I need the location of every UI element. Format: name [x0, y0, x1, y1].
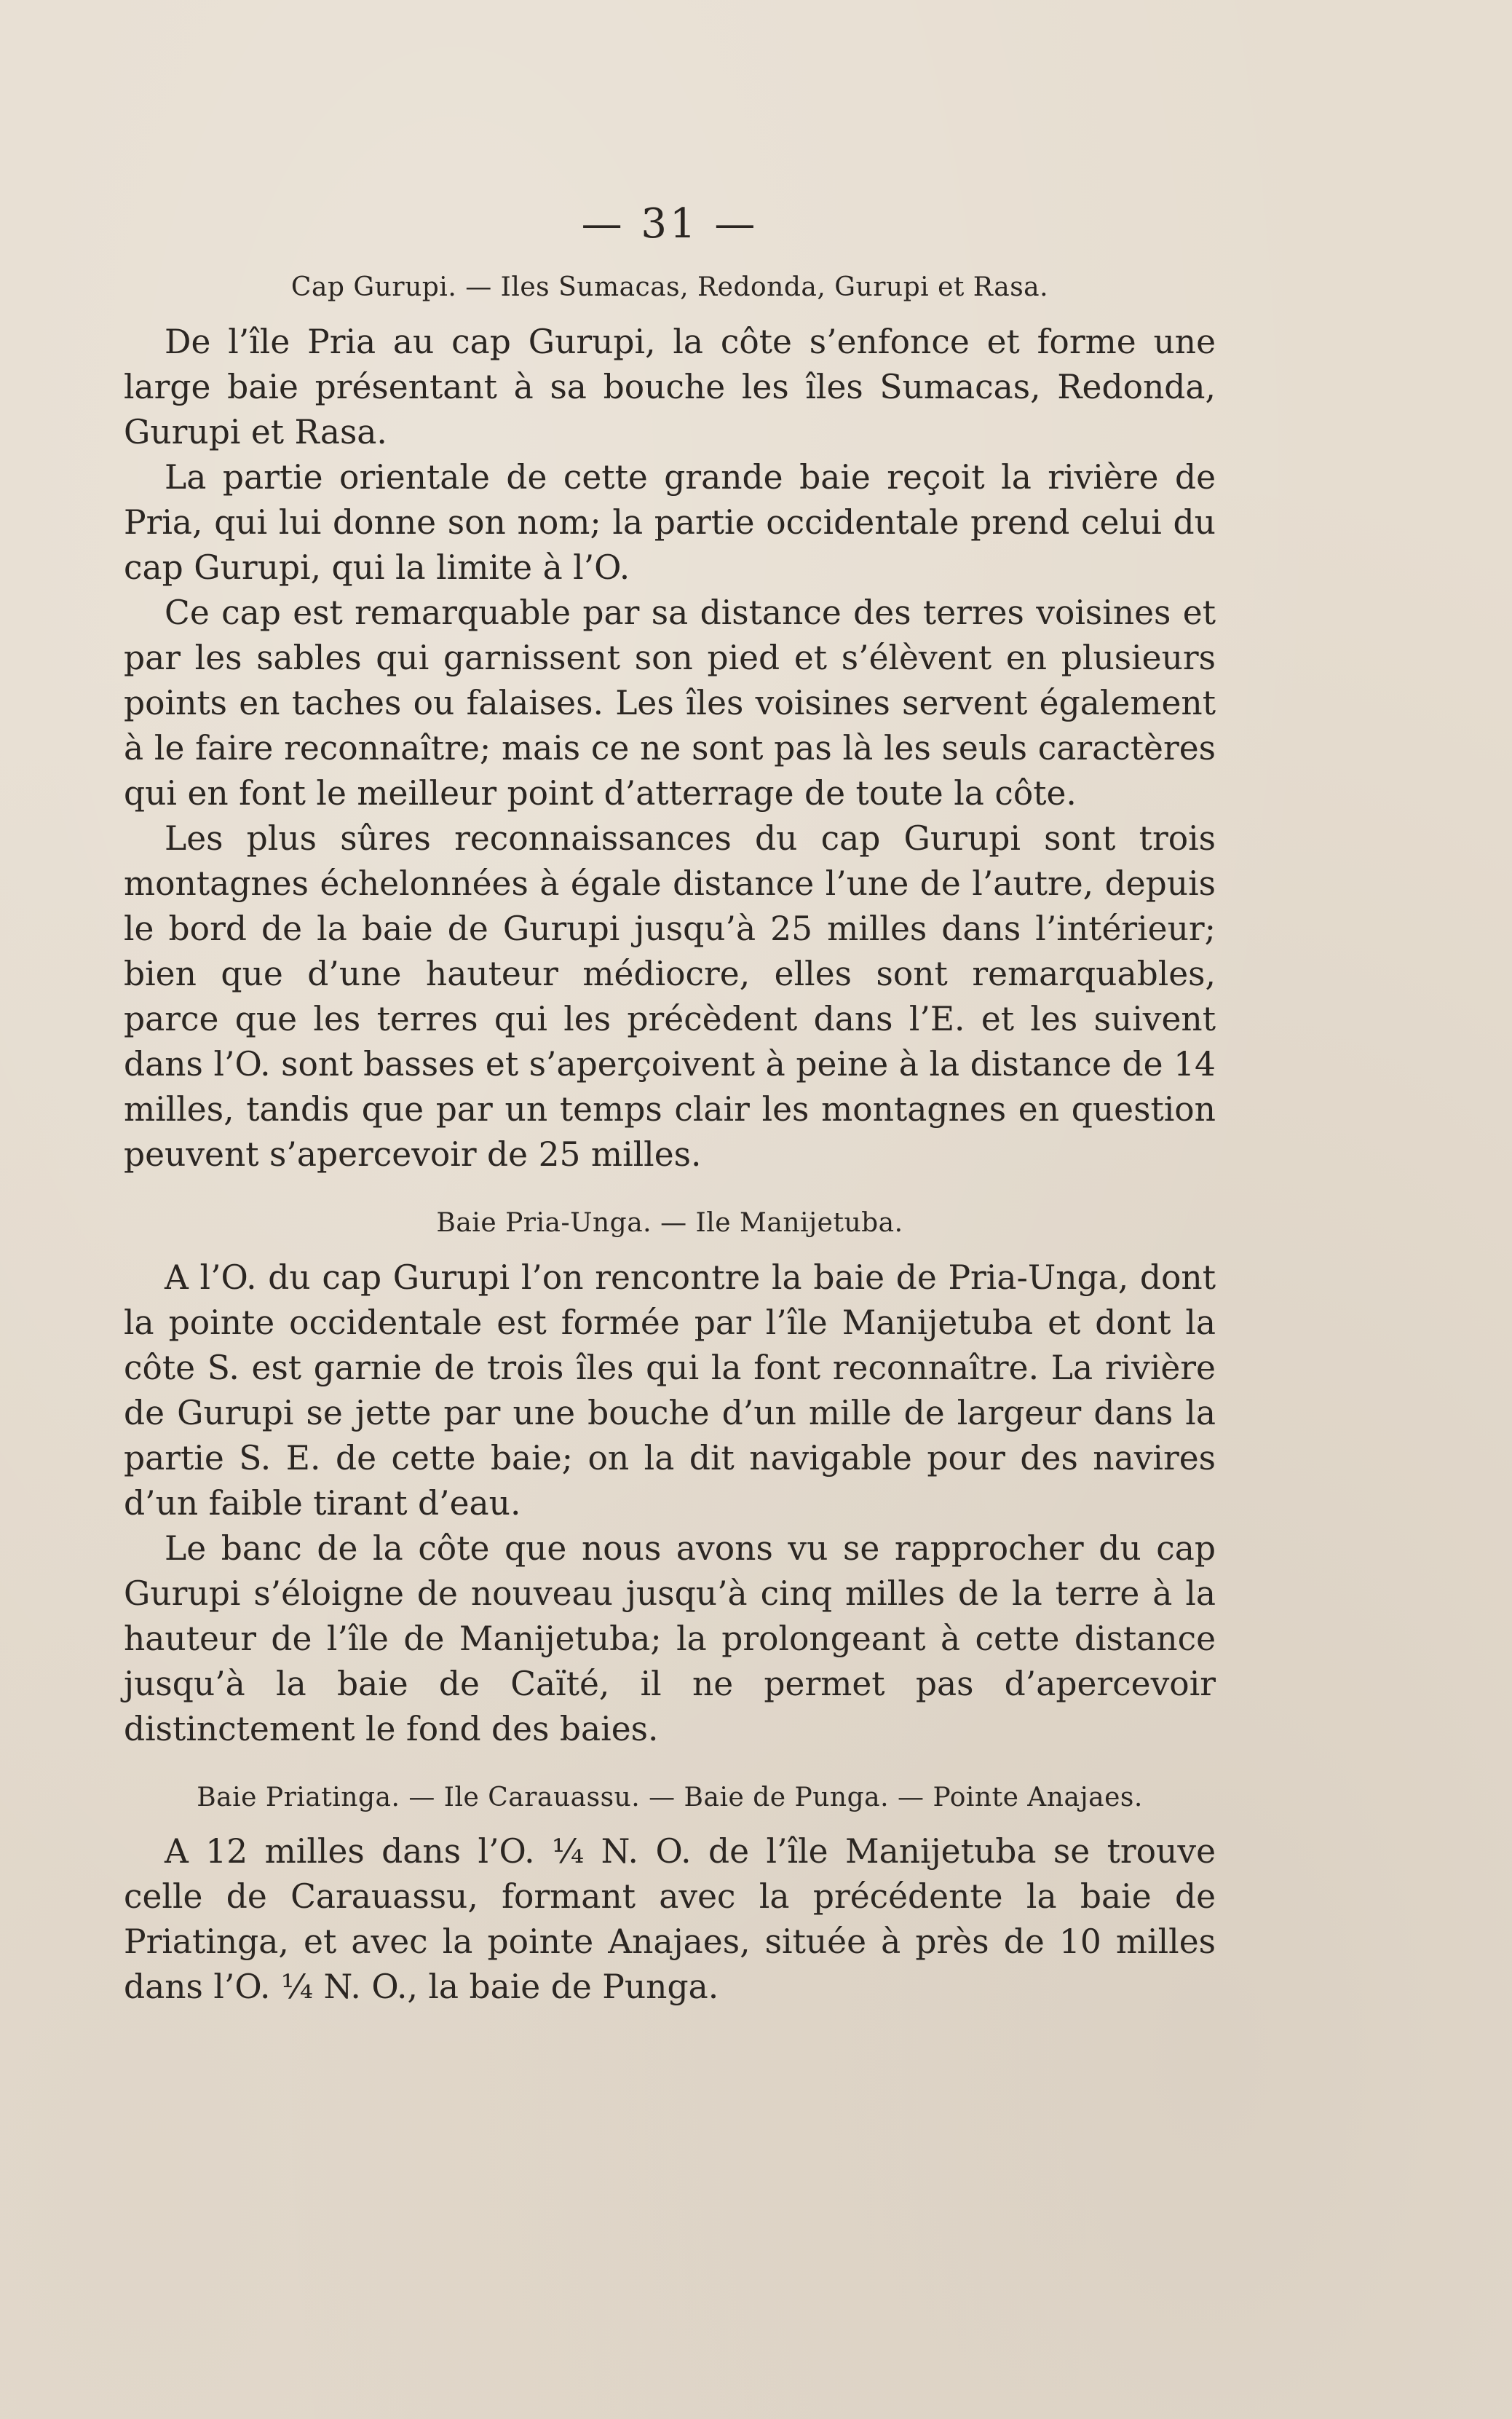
section-baie-priatinga: [124, 1781, 1216, 2010]
section-spacer: [124, 1177, 1216, 1207]
section-heading: Baie Pria-Unga. — Ile Manijetuba.: [436, 1207, 903, 1238]
paragraph: Ce cap est remarquable par sa distance des terres voisines et par les sables qui garnissent son pied et s’élèvent en plusieurs points en taches ou falaises. Les îles voisines servent également à le faire reconnaître; mais ce ne sont pas là les seuls caractères qui en font le meilleur point d’atterrage de toute la côte.: [124, 593, 1216, 813]
section-heading: Cap Gurupi. — Iles Sumacas, Redonda, Gurupi et Rasa.: [290, 272, 1049, 302]
paragraph: A l’O. du cap Gurupi l’on rencontre la baie de Pria-Unga, dont la pointe occidentale est formée par l’île Manijetuba et dont la côte S. est garnie de trois îles qui la font reconnaître. La rivière de Gurupi se jette par une bouche d’un mille de largeur dans la partie S. E. de cette baie; on la dit navigable pour des navires d’un faible tirant d’eau.: [124, 1258, 1216, 1523]
paragraph: De l’île Pria au cap Gurupi, la côte s’enfonce et forme une large baie présentant à sa bouche les îles Sumacas, Redonda, Gurupi et Rasa.: [124, 322, 1216, 451]
section-baie-pria-unga: [124, 1207, 1216, 1752]
paragraph: A 12 milles dans l’O. ¼ N. O. de l’île Manijetuba se trouve celle de Carauassu, formant avec la précédente la baie de Priatinga, et avec la pointe Anajaes, située à près de 10 milles dans l’O. ¼ N. O., la baie de Punga.: [124, 1832, 1216, 2007]
page-number: — 31 —: [581, 200, 759, 248]
paragraph: Les plus sûres reconnaissances du cap Gurupi sont trois montagnes échelonnées à égale distance l’une de l’autre, depuis le bord de la baie de Gurupi jusqu’à 25 milles dans l’intérieur; bien que d’une hauteur médiocre, elles sont remarquables, parce que les terres qui les précèdent dans l’E. et les suivent dans l’O. sont basses et s’aperçoivent à peine à la distance de 14 milles, tandis que par un temps clair les montagnes en question peuvent s’apercevoir de 25 milles.: [124, 818, 1216, 1174]
section-heading: Baie Priatinga. — Ile Carauassu. — Baie de Punga. — Pointe Anajaes.: [197, 1782, 1143, 1812]
section-spacer: [124, 1752, 1216, 1781]
section-cap-gurupi: [124, 271, 1216, 1177]
page-content: [124, 200, 1216, 2010]
paragraph: Le banc de la côte que nous avons vu se rapprocher du cap Gurupi s’éloigne de nouveau jusqu’à cinq milles de la terre à la hauteur de l’île de Manijetuba; la prolongeant à cette distance jusqu’à la baie de Caïté, il ne permet pas d’apercevoir distinctement le fond des baies.: [124, 1528, 1216, 1748]
paragraph: La partie orientale de cette grande baie reçoit la rivière de Pria, qui lui donne son nom; la partie occidentale prend celui du cap Gurupi, qui la limite à l’O.: [124, 457, 1216, 587]
